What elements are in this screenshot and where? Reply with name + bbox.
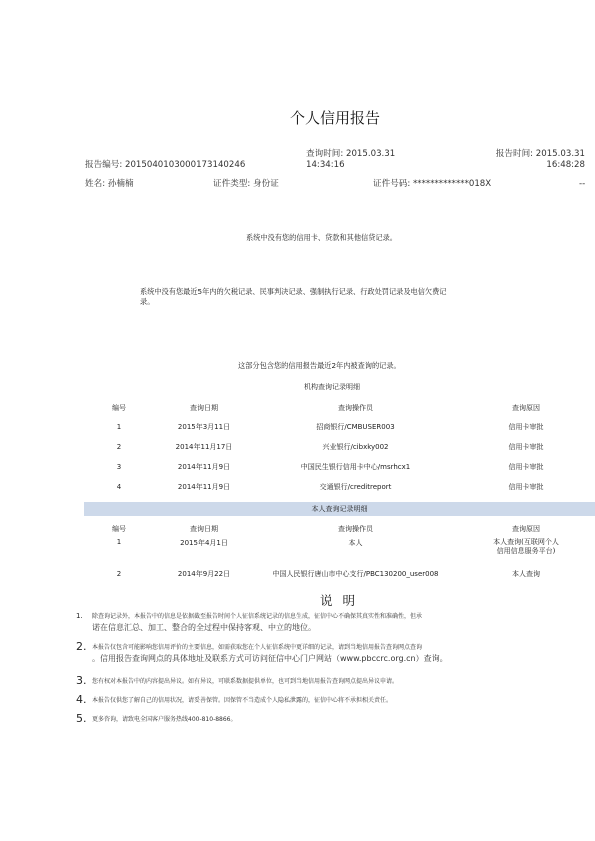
table-cell: 2014年11月17日 (175, 443, 233, 451)
dash-placeholder: -- (579, 179, 586, 189)
table-cell: 中国民生银行信用卡中心/msrhcx1 (300, 463, 411, 471)
note-text-cont: 。信用报告查询网点的具体地址及联系方式可访问征信中心门户网站（www.pbccrc.org.cn）查询。 (92, 654, 448, 663)
table-row (84, 477, 595, 497)
report-time (486, 149, 585, 171)
table-cell: 招商银行/CMBUSER003 (316, 423, 395, 431)
table-cell: 3 (116, 463, 122, 471)
table-cell: 交通银行/creditreport (319, 483, 392, 491)
table-cell: 1 (116, 423, 122, 431)
table-row (84, 538, 595, 563)
query-time-date: 查询时间: 2015.03.31 (306, 149, 396, 159)
note-text: 本报告仅包含可能影响您信用评价的主要信息，如需获取您在个人征信系统中更详细的记录，请到当地信用报告查询网点查询 (92, 644, 423, 651)
notes-title: 说 明 (320, 593, 358, 608)
table-row (84, 563, 595, 585)
report-time-date: 报告时间: 2015.03.31 (495, 149, 585, 159)
note-number: 2. (76, 640, 87, 653)
table-cell: 本人 (348, 539, 363, 547)
table-row (84, 417, 595, 437)
table-cell (457, 538, 595, 563)
table-cell: 1 (116, 538, 122, 546)
id-number: 证件号码: *************018X (373, 179, 492, 189)
report-title: 个人信用报告 (289, 109, 380, 127)
reason-line-2: 信用信息服务平台) (496, 547, 556, 555)
note-number: 5. (76, 712, 87, 725)
header-cell: 查询操作员 (338, 525, 373, 533)
header-cell: 查询原因 (512, 525, 540, 533)
table-row (84, 437, 595, 457)
note-text: 除查询记录外，本报告中的信息是依据截至报告时间个人征信系统记录的信息生成，征信中心不确保其真实性和准确性，但承 (92, 613, 423, 620)
table-cell: 2014年11月9日 (177, 463, 231, 471)
note-item (76, 693, 591, 706)
table-cell: 信用卡审批 (508, 423, 544, 431)
query-intro-message: 这部分包含您的信用报告最近2年内被查询的记录。 (238, 361, 401, 370)
table-cell: 信用卡审批 (508, 443, 544, 451)
institution-query-table (84, 399, 595, 497)
query-time-clock: 14:34:16 (306, 160, 345, 170)
table-cell: 2 (116, 443, 122, 451)
note-number: 4. (76, 693, 87, 706)
table-cell: 2 (116, 570, 122, 578)
table-cell: 信用卡审批 (508, 463, 544, 471)
table-cell: 2014年9月22日 (177, 570, 231, 578)
table-cell: 2015年3月11日 (177, 423, 231, 431)
note-number: 3. (76, 674, 87, 687)
institution-query-title: 机构查询记录明细 (304, 383, 360, 391)
header-cell: 编号 (112, 404, 126, 412)
table-header-row (84, 399, 595, 417)
header-cell: 查询日期 (190, 404, 218, 412)
no-public-line-1: 系统中没有您最近5年内的欠税记录、民事判决记录、强制执行记录、行政处罚记录及电信欠费记 (140, 287, 447, 296)
no-public-line-2: 录。 (140, 297, 155, 306)
note-text-cont: 诺在信息汇总、加工、整合的全过程中保持客观、中立的地位。 (92, 623, 316, 632)
note-number: 1. (76, 612, 83, 620)
reason-line-1: 本人查询(互联网个人 (493, 538, 559, 546)
note-text: 您有权对本报告中的内容提出异议。如有异议，可联系数据提供单位，也可到当地信用报告查询网点提出异议申请。 (92, 678, 399, 685)
table-cell: 中国人民银行唐山市中心支行/PBC130200_user008 (272, 570, 439, 578)
header-cell: 查询操作员 (338, 404, 373, 412)
person-name: 姓名: 孙楠楠 (85, 179, 134, 189)
table-header-row (84, 520, 595, 538)
note-item (76, 674, 591, 687)
no-public-record-message (140, 287, 446, 307)
query-time (306, 149, 395, 171)
table-cell: 信用卡审批 (508, 483, 544, 491)
header-cell: 查询日期 (190, 525, 218, 533)
note-text: 本报告仅供您了解自己的信用状况，请妥善保管。因保管不当造成个人隐私泄露的，征信中心将不承担相关责任。 (92, 697, 393, 704)
note-item (76, 712, 591, 725)
no-credit-message: 系统中没有您的信用卡、贷款和其他信贷记录。 (246, 233, 397, 242)
note-item (76, 612, 591, 635)
table-cell: 本人查询 (512, 570, 540, 578)
report-number: 报告编号: 2015040103000173140246 (85, 160, 246, 170)
personal-query-title: 本人查询记录明细 (84, 502, 595, 516)
note-item (76, 640, 591, 666)
header-cell: 查询原因 (512, 404, 540, 412)
table-row (84, 457, 595, 477)
note-text: 更多咨询，请致电全国客户服务热线400-810-8866。 (92, 716, 237, 723)
table-cell: 兴业银行/cibxky002 (322, 443, 389, 451)
personal-query-table (84, 520, 595, 585)
table-cell: 2015年4月1日 (180, 539, 228, 547)
report-time-clock: 16:48:28 (546, 160, 585, 170)
header-cell: 编号 (112, 525, 126, 533)
table-cell: 2014年11月9日 (177, 483, 231, 491)
table-cell: 4 (116, 483, 122, 491)
id-type: 证件类型: 身份证 (213, 179, 279, 189)
